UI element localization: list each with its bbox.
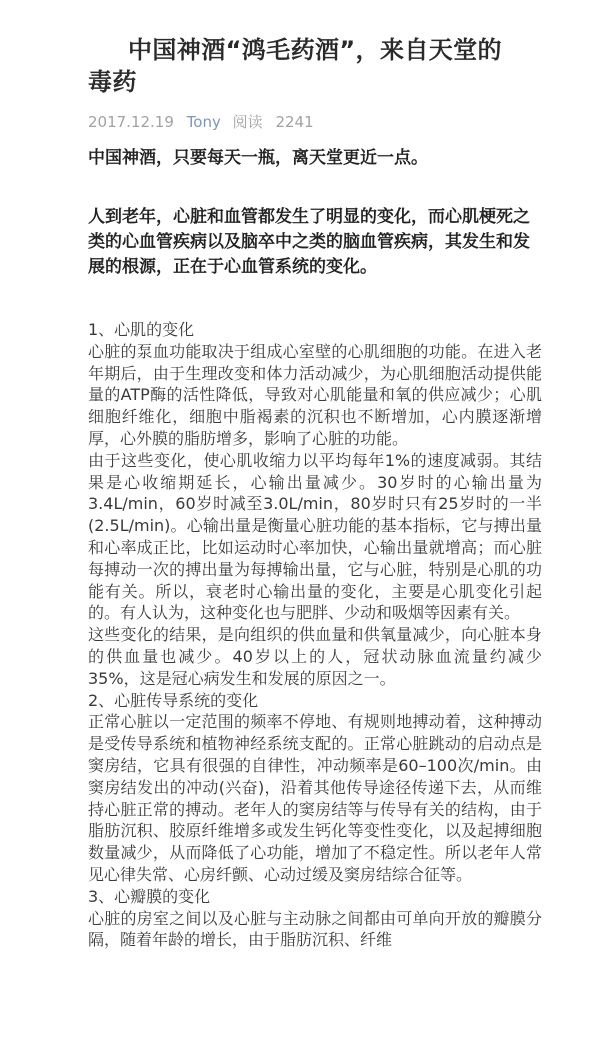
author-link[interactable]: Tony: [186, 113, 221, 131]
section-heading: 2、心脏传导系统的变化: [88, 690, 259, 710]
article-title-line-2: 毒药: [88, 68, 137, 96]
article-meta: [88, 112, 542, 132]
body-paragraph: 正常心脏以一定范围的频率不停地、有规则地搏动着，这种搏动是受传导系统和植物神经系统支配的。正常心脏跳动的启动点是窦房结，它具有很强的自律性，冲动频率是60–100次/min。由窦房结发出的冲动(兴奋)，沿着其他传导途径传递下去，从而维持心脏正常的搏动。老年人的窦房结等与传导有关的结构，由于脂肪沉积、胶原纤维增多或发生钙化等变性变化，以及起搏细胞数量减少，从而降低了心功能，增加了不稳定性。所以老年人常见心律失常、心房纤颤、心动过缓及窦房结综合征等。: [88, 712, 542, 884]
article-title: [88, 34, 542, 98]
section-heading: 3、心瓣膜的变化: [88, 886, 211, 906]
article-body: [88, 319, 542, 951]
body-paragraph: 由于这些变化，使心肌收缩力以平均每年1%的速度减弱。其结果是心收缩期延长，心输出量减少。30岁时的心输出量为3.4L/min，60岁时减至3.0L/min，80岁时只有25岁时的一半(2.5L/min)。心输出量是衡量心脏功能的基本指标，它与搏出量和心率成正比，比如运动时心率加快，心输出量就增高；而心脏每搏动一次的搏出量为每搏输出量，它与心脏，特别是心肌的功能有关。所以，衰老时心输出量的变化，主要是心肌变化引起的。有人认为，这种变化也与肥胖、少动和吸烟等因素有关。: [88, 450, 542, 623]
section-heading: 1、心肌的变化: [88, 320, 195, 339]
read-count: 2241: [275, 113, 314, 131]
intro-text: 中国神酒，只要每天一瓶，离天堂更近一点。: [88, 148, 428, 168]
body-paragraph: 心脏的房室之间以及心脏与主动脉之间都由可单向开放的瓣膜分隔，随着年龄的增长，由于脂肪沉积、纤维: [88, 908, 542, 950]
lead-text: 人到老年，心脏和血管都发生了明显的变化，而心肌梗死之类的心血管疾病以及脑卒中之类的脑血管疾病，其发生和发展的根源，正在于心血管系统的变化。: [88, 207, 530, 277]
read-label: 阅读: [232, 113, 263, 131]
body-paragraph: 心脏的泵血功能取决于组成心室壁的心肌细胞的功能。在进入老年期后，由于生理改变和体力活动减少，为心肌细胞活动提供能量的ATP酶的活性降低，导致对心肌能量和氧的供应减少；心肌细胞纤维化，细胞中脂褐素的沉积也不断增加，心内膜逐渐增厚，心外膜的脂肪增多，影响了心脏的功能。: [88, 341, 542, 448]
publish-date: 2017.12.19: [88, 113, 174, 131]
body-paragraph: 这些变化的结果，是向组织的供血量和供氧量减少，向心脏本身的供血量也减少。40岁以上的人，冠状动脉血流量约减少35%，这是冠心病发生和发展的原因之一。: [88, 625, 542, 688]
article-title-line-1: 中国神酒“鸿毛药酒”，来自天堂的: [128, 36, 502, 64]
